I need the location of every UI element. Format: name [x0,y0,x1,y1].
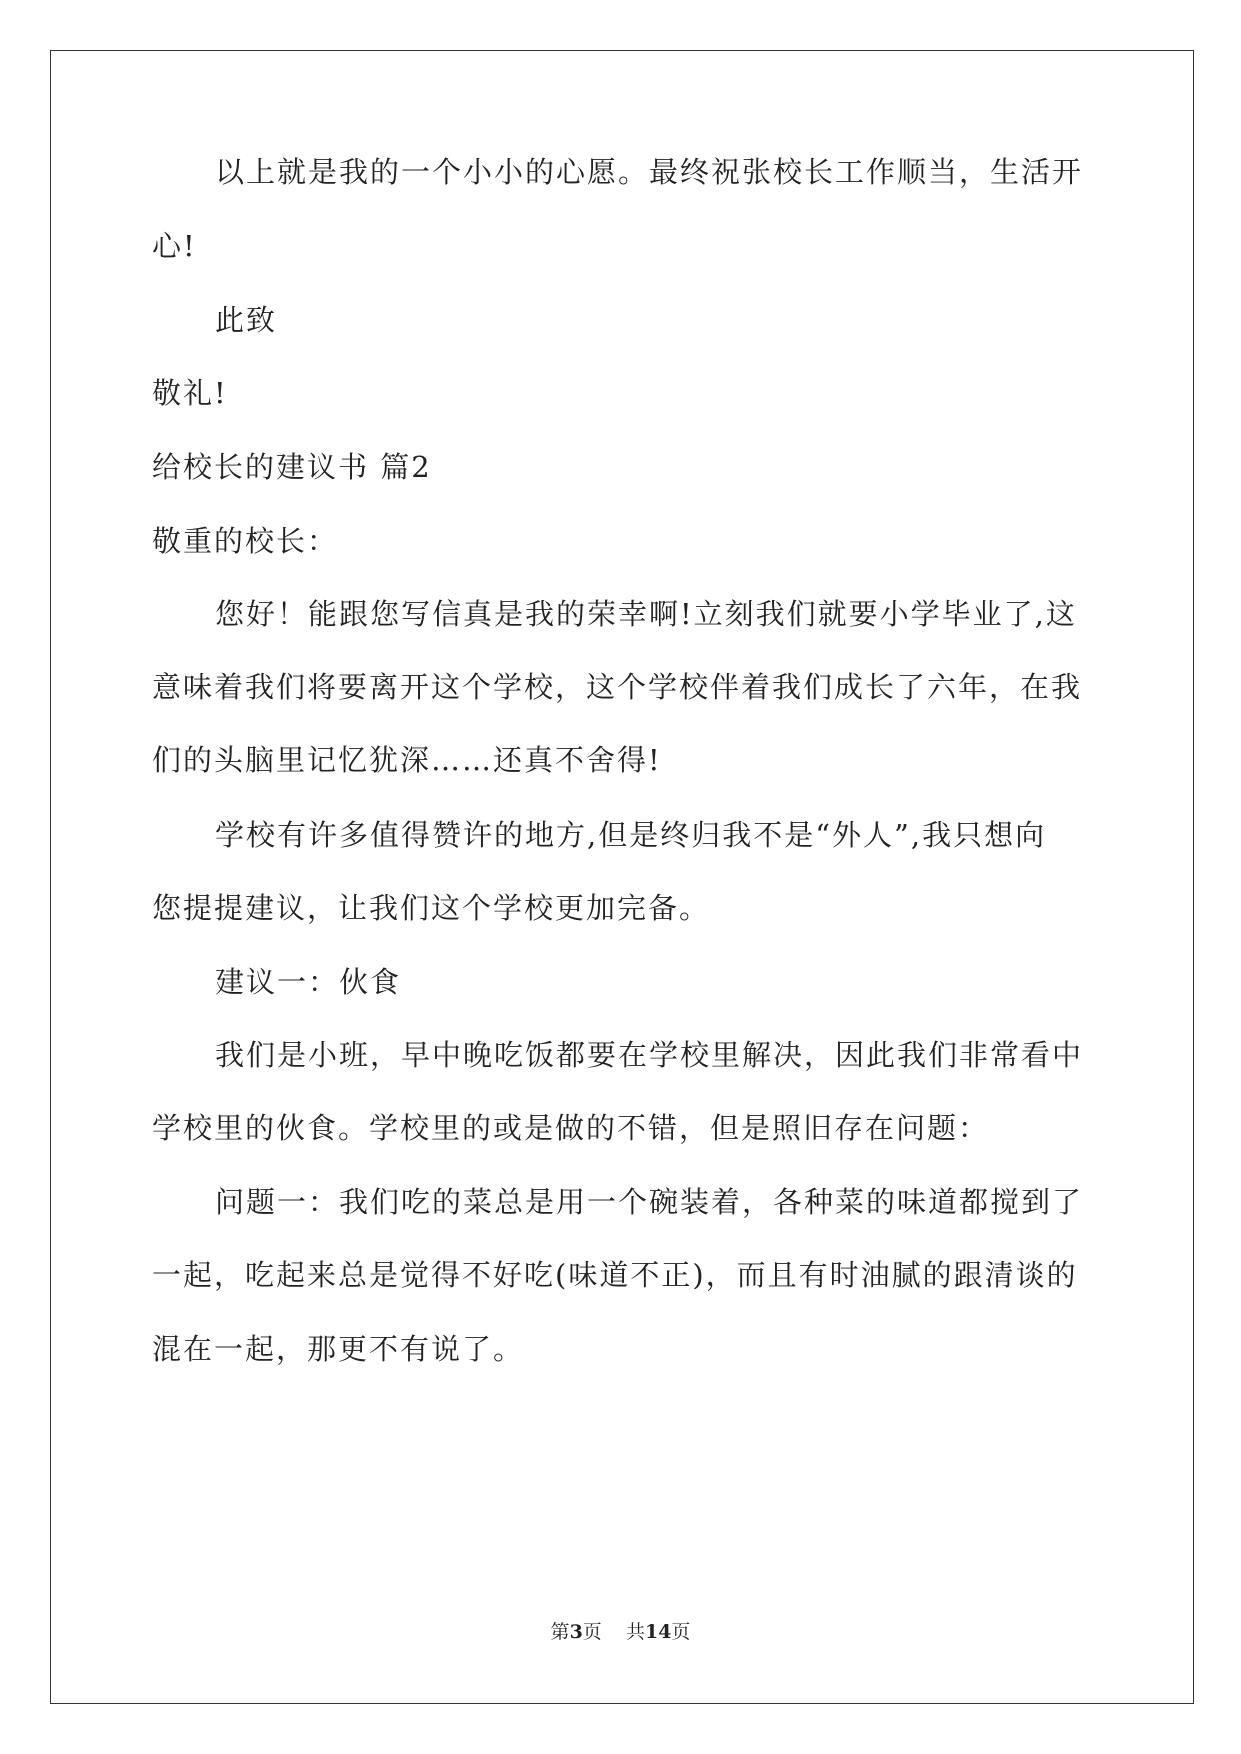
current-page-number: 3 [569,1621,583,1643]
closing-salute: 敬礼! [152,376,228,410]
paragraph-line: 问题一：我们吃的菜总是用一个碗装着，各种菜的味道都搅到了 [215,1185,1084,1219]
section-title: 给校长的建议书 篇2 [152,450,432,484]
paragraph-line: 心! [152,229,197,263]
footer-suffix: 页 [671,1621,691,1643]
footer-prefix: 第 [550,1621,570,1643]
paragraph-line: 我们是小班，早中晚吃饭都要在学校里解决，因此我们非常看中 [215,1038,1084,1072]
page-border [50,50,1194,1704]
page-footer [0,1620,1241,1644]
subheading: 建议一：伙食 [215,965,402,999]
paragraph-line: 混在一起，那更不有说了。 [152,1332,525,1366]
closing-line: 此致 [215,303,278,337]
paragraph-line: 以上就是我的一个小小的心愿。最终祝张校长工作顺当，生活开 [215,155,1084,189]
salutation: 敬重的校长： [152,524,339,558]
total-page-number: 14 [644,1621,672,1643]
paragraph-line: 学校里的伙食。学校里的或是做的不错，但是照旧存在问题： [152,1111,990,1145]
paragraph-line: 您好！能跟您写信真是我的荣幸啊!立刻我们就要小学毕业了,这 [215,597,1077,631]
paragraph-line: 学校有许多值得赞许的地方,但是终归我不是“外人”,我只想向 [215,818,1047,852]
paragraph-line: 意味着我们将要离开这个学校，这个学校伴着我们成长了六年，在我 [152,670,1083,704]
footer-middle: 页 共 [582,1621,645,1643]
paragraph-line: 一起，吃起来总是觉得不好吃(味道不正)，而且有时油腻的跟清谈的 [152,1258,1078,1292]
paragraph-line: 您提提建议，让我们这个学校更加完备。 [152,891,711,925]
paragraph-line: 们的头脑里记忆犹深……还真不舍得! [152,743,662,777]
